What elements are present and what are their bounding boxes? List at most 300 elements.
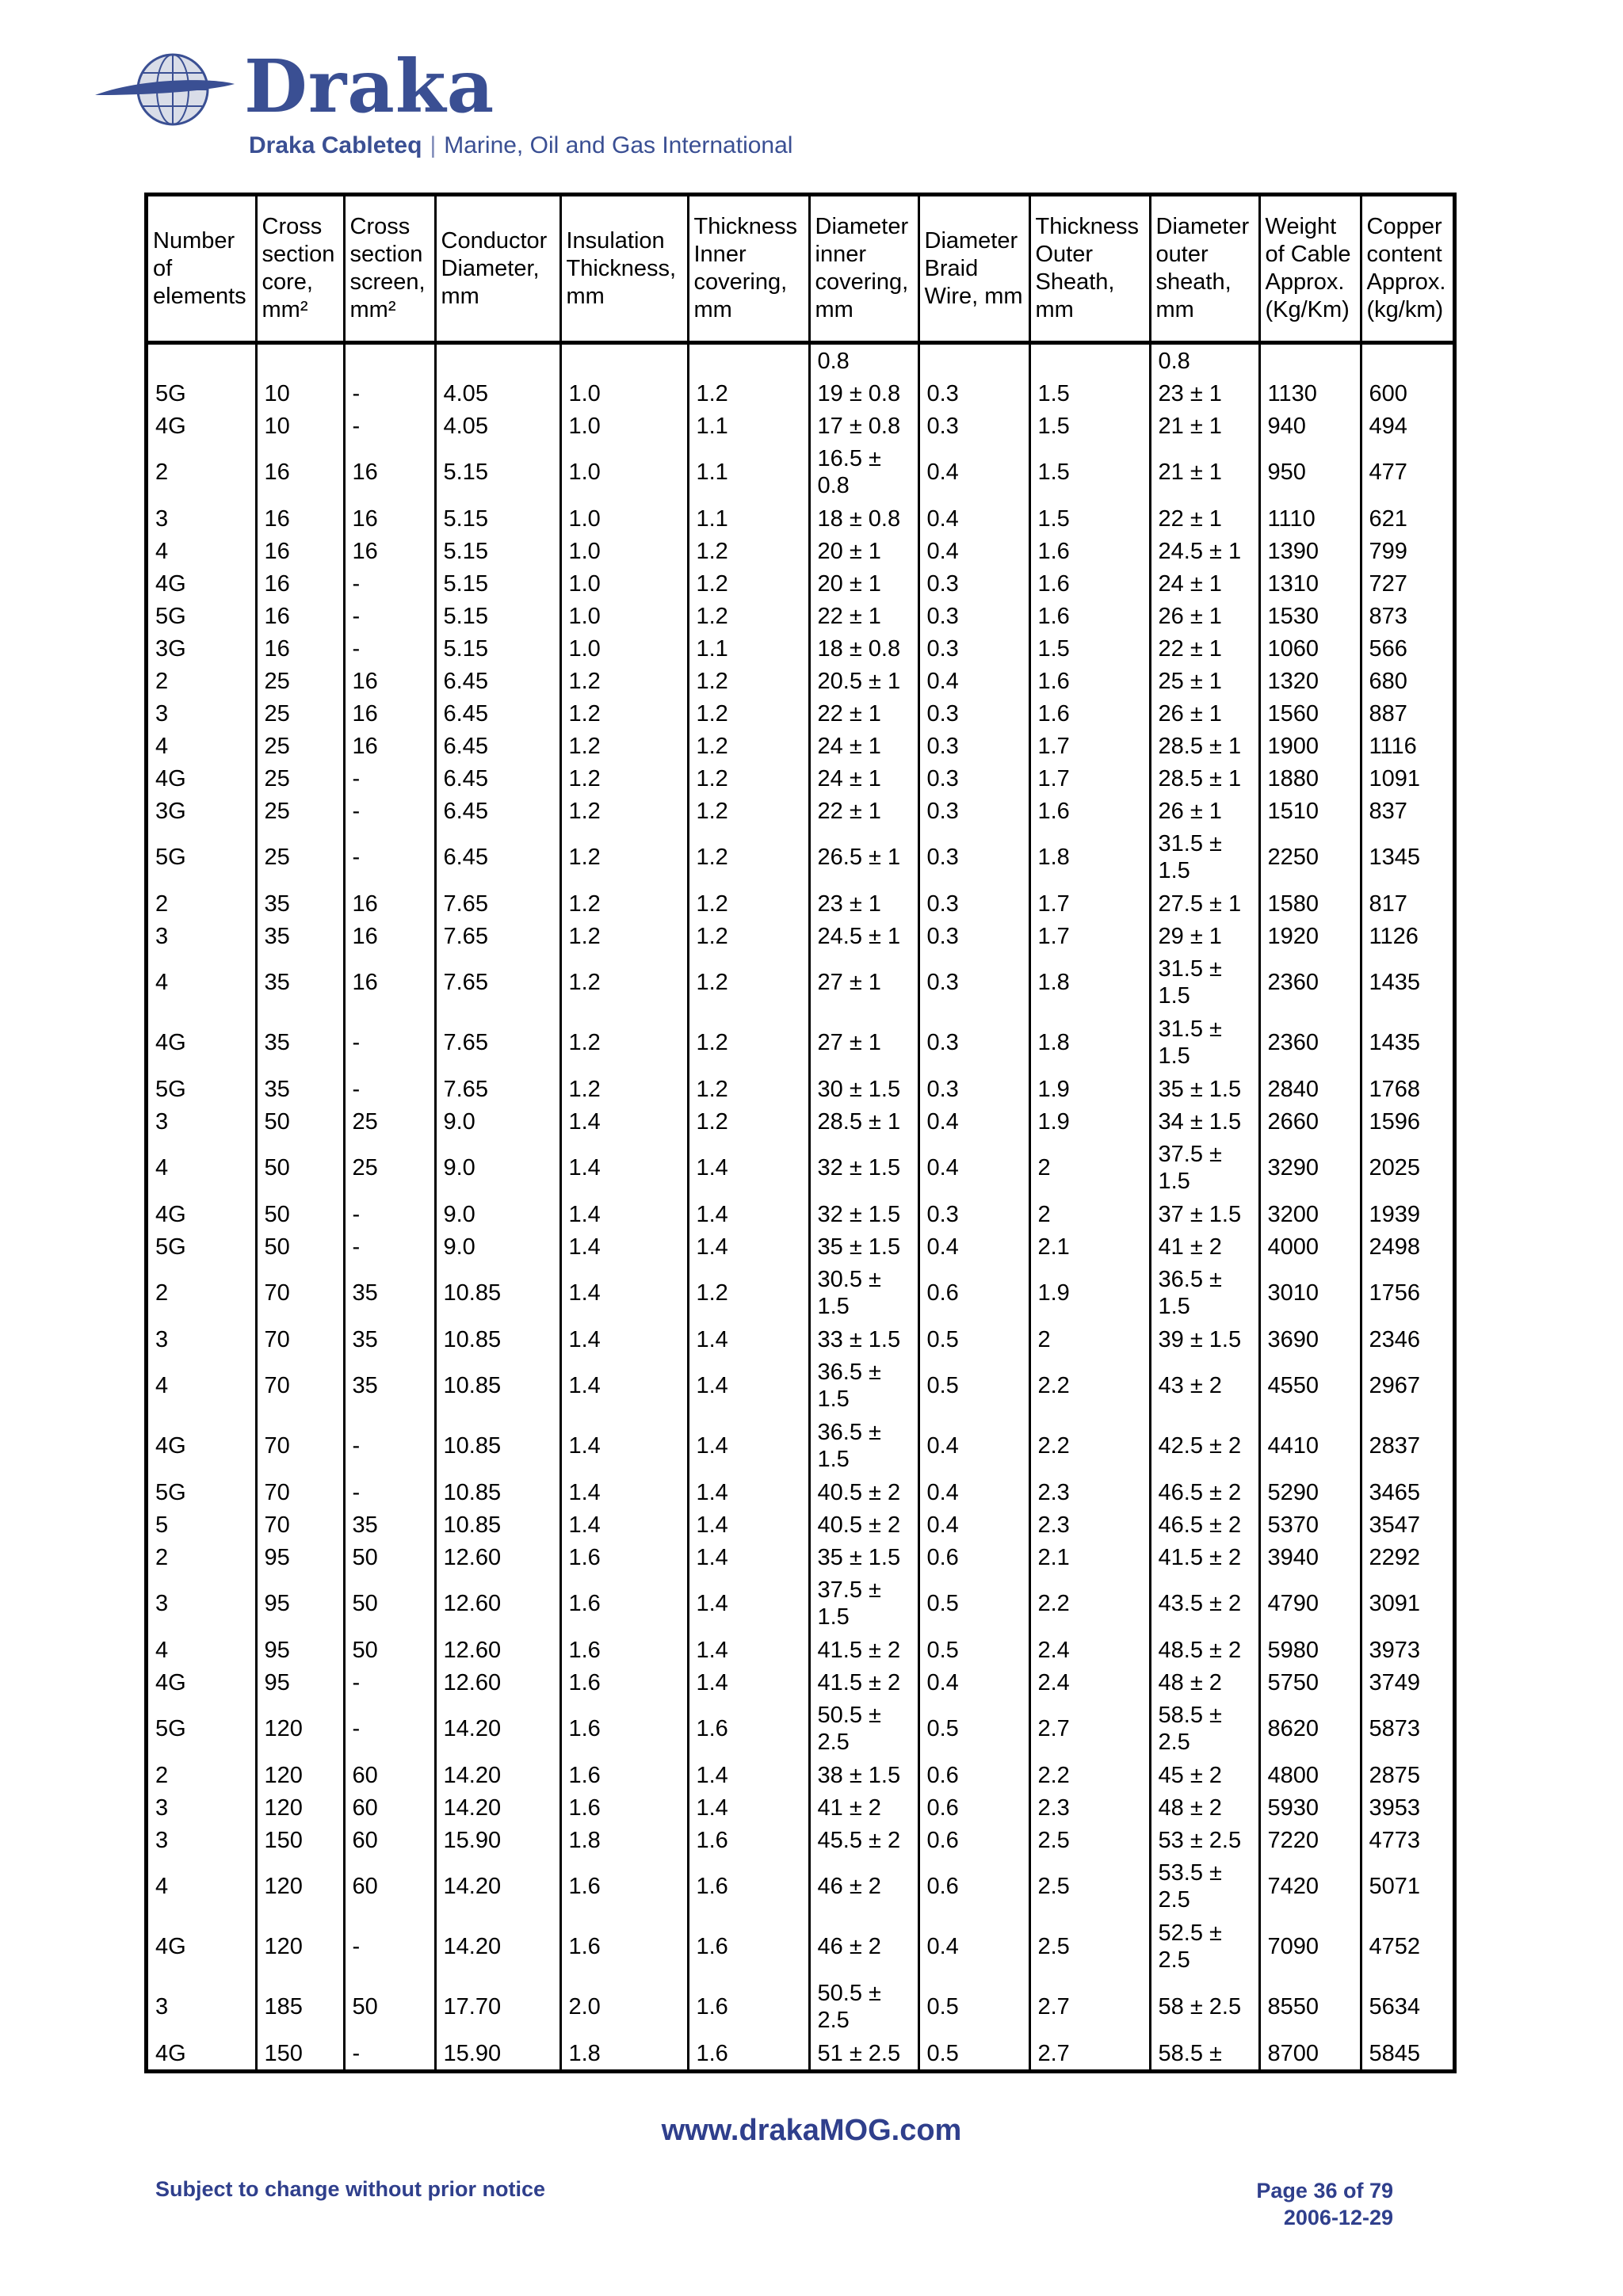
table-cell: 0.6 (918, 1824, 1029, 1856)
table-cell-text: 16.5 ± 0.8 (817, 446, 881, 498)
table-cell: 22 ± 1 (1150, 502, 1259, 535)
table-cell: 2 (155, 1544, 169, 1570)
table-cell: 6.45 (435, 730, 560, 762)
table-cell: 2 (155, 460, 169, 485)
table-cell: 16 (344, 920, 435, 952)
table-cell: 2875 (1361, 1759, 1457, 1791)
table-cell: 680 (1361, 665, 1457, 697)
table-cell: 4 (155, 1155, 169, 1180)
table-cell: 1.4 (688, 1476, 809, 1508)
table-cell: 2360 (1259, 1013, 1361, 1073)
table-cell: 25 (256, 697, 344, 730)
table-row (148, 1856, 1457, 1917)
table-cell: - (344, 1699, 435, 1759)
table-cell (1029, 343, 1150, 378)
table-cell: 0.4 (918, 1230, 1029, 1263)
table-cell: 1.4 (560, 1416, 688, 1476)
table-cell: 70 (256, 1416, 344, 1476)
table-cell-text: 52.5 ± 2.5 (1158, 1920, 1222, 1973)
table-cell: - (344, 567, 435, 600)
table-row (148, 1073, 1457, 1105)
table-cell (148, 343, 256, 378)
table-cell: 18 ± 0.8 (809, 632, 918, 665)
table-cell: 120 (256, 1699, 344, 1759)
table-cell (809, 1573, 918, 1634)
table-cell: 51 ± 2.5 (809, 2037, 918, 2069)
table-cell: 26 ± 1 (1150, 600, 1259, 632)
table-cell: 4.05 (435, 410, 560, 442)
table-cell: 25 (344, 1105, 435, 1138)
table-cell: 6.45 (435, 697, 560, 730)
table-row (148, 827, 1457, 887)
table-cell: 3G (155, 635, 186, 662)
table-cell: 46 ± 2 (809, 1917, 918, 1977)
table-cell: 1.1 (688, 632, 809, 665)
table-cell: 0.3 (918, 1013, 1029, 1073)
table-cell-text: 50.5 ± 2.5 (817, 1703, 881, 1755)
table-cell: 0.3 (918, 377, 1029, 410)
table-cell: 1.6 (1029, 795, 1150, 827)
table-cell: 3 (155, 1108, 169, 1135)
table-cell: 1.0 (560, 442, 688, 502)
table-cell: 0.4 (918, 665, 1029, 697)
table-row (148, 762, 1457, 795)
table-cell: 2.1 (1029, 1230, 1150, 1263)
table-cell: 2.5 (1029, 1856, 1150, 1917)
table-cell: 0.4 (918, 1917, 1029, 1977)
table-cell: 0.8 (809, 343, 918, 378)
table-cell (1150, 1138, 1259, 1198)
table-cell: 494 (1361, 410, 1457, 442)
table-cell: 1110 (1259, 502, 1361, 535)
table-cell: 10.85 (435, 1263, 560, 1323)
table-cell: 19 ± 0.8 (809, 377, 918, 410)
table-cell: 50 (256, 1198, 344, 1230)
table-cell: 887 (1361, 697, 1457, 730)
table-cell: 1.0 (560, 502, 688, 535)
table-cell: 4550 (1259, 1356, 1361, 1416)
table-cell: 2.7 (1029, 2037, 1150, 2069)
table-cell: 0.3 (918, 920, 1029, 952)
table-cell: 1.0 (560, 535, 688, 567)
table-cell: 3 (155, 700, 169, 727)
table-cell: 25 (256, 762, 344, 795)
table-cell: 1.4 (688, 1541, 809, 1573)
brand-subtitle-separator: | (430, 132, 437, 158)
table-cell: 1756 (1361, 1263, 1457, 1323)
table-cell: 2840 (1259, 1073, 1361, 1105)
table-cell: 1.2 (688, 1263, 809, 1323)
table-cell (1150, 1263, 1259, 1323)
table-cell: 2.4 (1029, 1666, 1150, 1699)
table-cell: 1.2 (688, 377, 809, 410)
table-cell: 1.2 (560, 887, 688, 920)
table-cell (1150, 1856, 1259, 1917)
table-row (148, 1666, 1457, 1699)
table-cell: 3G (155, 798, 186, 824)
table-cell: 1510 (1259, 795, 1361, 827)
table-cell: 2837 (1361, 1416, 1457, 1476)
table-cell: 10.85 (435, 1508, 560, 1541)
table-row (148, 665, 1457, 697)
table-cell: 0.3 (918, 600, 1029, 632)
table-cell: 1.5 (1029, 502, 1150, 535)
table-cell: 20 ± 1 (809, 567, 918, 600)
table-cell: 1.4 (560, 1323, 688, 1356)
table-cell: 25 (256, 665, 344, 697)
table-cell: 1.2 (560, 795, 688, 827)
globe-logo-icon (94, 46, 236, 133)
column-header: Copper content Approx. (kg/km) (1361, 196, 1457, 343)
table-cell: 0.3 (918, 1073, 1029, 1105)
table-cell: 2.5 (1029, 1824, 1150, 1856)
table-cell: 1.4 (688, 1138, 809, 1198)
table-cell: 1.8 (1029, 952, 1150, 1013)
table-cell: 35 (344, 1263, 435, 1323)
table-cell: 1.2 (560, 697, 688, 730)
table-cell: 27.5 ± 1 (1150, 887, 1259, 920)
table-cell: 1.4 (560, 1263, 688, 1323)
table-cell: - (344, 1917, 435, 1977)
table-cell: 1116 (1361, 730, 1457, 762)
table-cell: 1.4 (560, 1105, 688, 1138)
table-cell: 4G (155, 2040, 186, 2066)
table-cell: 1.0 (560, 632, 688, 665)
table-cell-text: 36.5 ± 1.5 (817, 1360, 881, 1412)
table-row (148, 1759, 1457, 1791)
table-cell: 1126 (1361, 920, 1457, 952)
table-cell: 70 (256, 1323, 344, 1356)
table-cell: 0.4 (918, 535, 1029, 567)
table-cell: 9.0 (435, 1105, 560, 1138)
table-cell: - (344, 632, 435, 665)
table-cell: 46.5 ± 2 (1150, 1476, 1259, 1508)
table-cell: 2 (155, 1280, 169, 1306)
table-row (148, 567, 1457, 600)
table-cell: 120 (256, 1791, 344, 1824)
table-cell: 5.15 (435, 442, 560, 502)
table-cell: 1.6 (560, 1917, 688, 1977)
table-cell: 1.2 (688, 697, 809, 730)
table-cell: 1.8 (560, 1824, 688, 1856)
table-cell: 9.0 (435, 1198, 560, 1230)
table-cell: 4752 (1361, 1917, 1457, 1977)
table-cell: 1.2 (688, 535, 809, 567)
table-cell: 50 (256, 1138, 344, 1198)
table-cell: 0.5 (918, 1977, 1029, 2037)
table-cell: 32 ± 1.5 (809, 1198, 918, 1230)
table-row (148, 1791, 1457, 1824)
table-cell: 6.45 (435, 762, 560, 795)
table-cell: 40.5 ± 2 (809, 1508, 918, 1541)
table-cell: 7420 (1259, 1856, 1361, 1917)
table-cell: 3290 (1259, 1138, 1361, 1198)
table-cell: 950 (1259, 442, 1361, 502)
table-cell: 14.20 (435, 1917, 560, 1977)
table-cell: 1.6 (688, 2037, 809, 2069)
table-cell: 1880 (1259, 762, 1361, 795)
table-cell: 150 (256, 2037, 344, 2069)
table-cell: 3 (155, 1827, 169, 1853)
table-cell: 1900 (1259, 730, 1361, 762)
table-cell: 1.5 (1029, 410, 1150, 442)
table-cell: 14.20 (435, 1759, 560, 1791)
table-cell: 46 ± 2 (809, 1856, 918, 1917)
table-row (148, 1824, 1457, 1856)
table-cell: 25 (256, 827, 344, 887)
table-cell: 28.5 ± 1 (1150, 762, 1259, 795)
table-cell: 16 (344, 442, 435, 502)
table-cell: - (344, 600, 435, 632)
table-cell: 22 ± 1 (809, 600, 918, 632)
table-cell: 1.4 (688, 1791, 809, 1824)
table-cell: 4G (155, 765, 186, 791)
table-cell: 1.6 (560, 1634, 688, 1666)
table-cell: 817 (1361, 887, 1457, 920)
table-cell: 2.2 (1029, 1759, 1150, 1791)
table-cell: 1.2 (688, 1073, 809, 1105)
table-cell: 35 ± 1.5 (809, 1230, 918, 1263)
table-cell: 0.3 (918, 632, 1029, 665)
table-row (148, 343, 1457, 378)
table-row (148, 1013, 1457, 1073)
table-cell: - (344, 827, 435, 887)
table-cell: 5G (155, 1716, 186, 1741)
table-cell: 837 (1361, 795, 1457, 827)
table-cell: 0.6 (918, 1791, 1029, 1824)
table-cell: 1.2 (560, 920, 688, 952)
table-cell: 60 (344, 1759, 435, 1791)
table-cell: 0.4 (918, 1508, 1029, 1541)
table-cell: 25 (256, 795, 344, 827)
table-row (148, 632, 1457, 665)
table-cell: - (344, 1013, 435, 1073)
table-cell: 1.4 (688, 1323, 809, 1356)
table-cell: 12.60 (435, 1541, 560, 1573)
table-cell: 21 ± 1 (1150, 442, 1259, 502)
table-cell: 26 ± 1 (1150, 697, 1259, 730)
table-cell: 799 (1361, 535, 1457, 567)
table-cell: 16 (344, 697, 435, 730)
table-cell: 7.65 (435, 887, 560, 920)
table-cell: 5G (155, 845, 186, 870)
table-cell-text: 31.5 ± 1.5 (1158, 956, 1222, 1009)
table-cell: 3953 (1361, 1791, 1457, 1824)
table-cell: 9.0 (435, 1138, 560, 1198)
table-cell (1361, 343, 1457, 378)
table-cell: 17 ± 0.8 (809, 410, 918, 442)
table-cell: 4 (155, 1637, 169, 1663)
table-cell: 120 (256, 1759, 344, 1791)
table-cell: 5.15 (435, 535, 560, 567)
table-cell: 22 ± 1 (809, 795, 918, 827)
table-cell: 5.15 (435, 502, 560, 535)
table-row (148, 535, 1457, 567)
table-cell: 0.6 (918, 1263, 1029, 1323)
cable-data-table (144, 193, 1457, 2073)
table-cell: 22 ± 1 (1150, 632, 1259, 665)
table-cell-text: 31.5 ± 1.5 (1158, 831, 1222, 883)
table-cell (809, 1416, 918, 1476)
table-cell: 0.5 (918, 1323, 1029, 1356)
table-cell: 5G (155, 1479, 186, 1505)
table-cell: 5980 (1259, 1634, 1361, 1666)
table-cell: 16 (256, 442, 344, 502)
table-cell: 45 ± 2 (1150, 1759, 1259, 1791)
table-cell: 7.65 (435, 1073, 560, 1105)
table-cell: 3547 (1361, 1508, 1457, 1541)
table-cell: 50 (256, 1105, 344, 1138)
table-cell (809, 442, 918, 502)
page-info (1109, 2177, 1393, 2231)
table-cell: 3010 (1259, 1263, 1361, 1323)
table-cell: 1.6 (560, 1541, 688, 1573)
table-cell: 16 (256, 600, 344, 632)
table-cell: 25 ± 1 (1150, 665, 1259, 697)
table-cell: 30 ± 1.5 (809, 1073, 918, 1105)
table-row (148, 442, 1457, 502)
table-cell: 1.6 (1029, 600, 1150, 632)
table-cell (256, 343, 344, 378)
table-cell-text: 36.5 ± 1.5 (817, 1420, 881, 1472)
table-cell: 1.0 (560, 377, 688, 410)
table-cell: 17.70 (435, 1977, 560, 2037)
table-cell: 1580 (1259, 887, 1361, 920)
table-cell: 1.4 (688, 1198, 809, 1230)
table-cell: 2.7 (1029, 1977, 1150, 2037)
table-cell: - (344, 1476, 435, 1508)
table-cell: 1.5 (1029, 632, 1150, 665)
table-cell: 1.2 (688, 952, 809, 1013)
table-cell: 0.3 (918, 697, 1029, 730)
table-cell: 35 ± 1.5 (1150, 1073, 1259, 1105)
table-header-row (148, 196, 1457, 343)
table-cell: 24 ± 1 (809, 730, 918, 762)
table-cell: 1.4 (560, 1198, 688, 1230)
table-row (148, 920, 1457, 952)
table-cell: 34 ± 1.5 (1150, 1105, 1259, 1138)
table-cell-text: 31.5 ± 1.5 (1158, 1016, 1222, 1069)
table-cell: 2 (155, 668, 169, 694)
table-cell: 18 ± 0.8 (809, 502, 918, 535)
table-cell: 2498 (1361, 1230, 1457, 1263)
table-cell-text: 37.5 ± 1.5 (1158, 1142, 1222, 1194)
table-cell: 2346 (1361, 1323, 1457, 1356)
table-cell: 21 ± 1 (1150, 410, 1259, 442)
table-cell (688, 343, 809, 378)
table-cell: 20 ± 1 (809, 535, 918, 567)
table-cell: 1435 (1361, 952, 1457, 1013)
table-cell: 1.4 (560, 1356, 688, 1416)
column-header: Insulation Thickness, mm (560, 196, 688, 343)
table-cell: 0.5 (918, 1634, 1029, 1666)
table-cell: 9.0 (435, 1230, 560, 1263)
table-cell-text: 53.5 ± 2.5 (1158, 1860, 1222, 1913)
table-cell: 4G (155, 1030, 186, 1055)
table-cell: 10.85 (435, 1416, 560, 1476)
table-cell: 5G (155, 1076, 186, 1102)
table-cell: 38 ± 1.5 (809, 1759, 918, 1791)
table-cell: 28.5 ± 1 (1150, 730, 1259, 762)
table-cell: 2360 (1259, 952, 1361, 1013)
table-cell: - (344, 2037, 435, 2069)
table-cell: 1.4 (560, 1138, 688, 1198)
table-cell (809, 1699, 918, 1759)
table-cell: - (344, 410, 435, 442)
table-row (148, 410, 1457, 442)
table-row (148, 1416, 1457, 1476)
table-cell: 10 (256, 410, 344, 442)
table-row (148, 1634, 1457, 1666)
column-header: Weight of Cable Approx. (Kg/Km) (1259, 196, 1361, 343)
table-cell: 1130 (1259, 377, 1361, 410)
table-cell: 6.45 (435, 827, 560, 887)
table-cell: 25 (344, 1138, 435, 1198)
table-cell-text: 30.5 ± 1.5 (817, 1267, 881, 1319)
page-number: Page 36 of 79 (1256, 2179, 1393, 2203)
table-cell: 2967 (1361, 1356, 1457, 1416)
table-cell: 12.60 (435, 1634, 560, 1666)
table-cell: 41 ± 2 (1150, 1230, 1259, 1263)
table-cell: 0.3 (918, 827, 1029, 887)
table-cell: 4 (155, 1874, 169, 1899)
table-cell: 8700 (1259, 2037, 1361, 2069)
table-cell: 0.4 (918, 1666, 1029, 1699)
table-cell: 5873 (1361, 1699, 1457, 1759)
table-cell: 0.4 (918, 1105, 1029, 1138)
table-cell: 70 (256, 1508, 344, 1541)
table-cell: 5370 (1259, 1508, 1361, 1541)
table-row (148, 1105, 1457, 1138)
table-cell: 24.5 ± 1 (809, 920, 918, 952)
table-cell: 1.7 (1029, 887, 1150, 920)
table-cell: 0.6 (918, 1856, 1029, 1917)
table-cell: 35 (256, 920, 344, 952)
table-row (148, 1323, 1457, 1356)
table-cell: 0.3 (918, 410, 1029, 442)
column-header: Diameter outer sheath, mm (1150, 196, 1259, 343)
website-link[interactable]: www.drakaMOG.com (661, 2114, 962, 2147)
table-cell: 95 (256, 1541, 344, 1573)
table-cell: 16 (256, 632, 344, 665)
table-row (148, 377, 1457, 410)
table-cell (809, 1356, 918, 1416)
table-cell (809, 1977, 918, 2037)
table-cell: 35 (256, 887, 344, 920)
table-cell: 4G (155, 1934, 186, 1959)
table-cell: 1596 (1361, 1105, 1457, 1138)
table-cell: 5 (155, 1512, 169, 1538)
table-cell (344, 343, 435, 378)
table-cell (1150, 827, 1259, 887)
brand-subtitle-division: Marine, Oil and Gas International (444, 132, 793, 158)
table-cell: 2 (155, 1762, 169, 1788)
table-cell: - (344, 1198, 435, 1230)
table-cell: 1.2 (688, 665, 809, 697)
table-cell: 2.4 (1029, 1634, 1150, 1666)
table-cell: 1.2 (688, 887, 809, 920)
table-cell-text: 58.5 ± 2.5 (1158, 1703, 1222, 1755)
table-cell: 6.45 (435, 665, 560, 697)
table-row (148, 887, 1457, 920)
table-cell: 1.9 (1029, 1073, 1150, 1105)
table-cell: 35 (256, 1073, 344, 1105)
table-cell: 0.3 (918, 1198, 1029, 1230)
table-cell: 3690 (1259, 1323, 1361, 1356)
table-cell: 10.85 (435, 1476, 560, 1508)
table-cell: 16 (344, 887, 435, 920)
table-cell: 16 (344, 730, 435, 762)
